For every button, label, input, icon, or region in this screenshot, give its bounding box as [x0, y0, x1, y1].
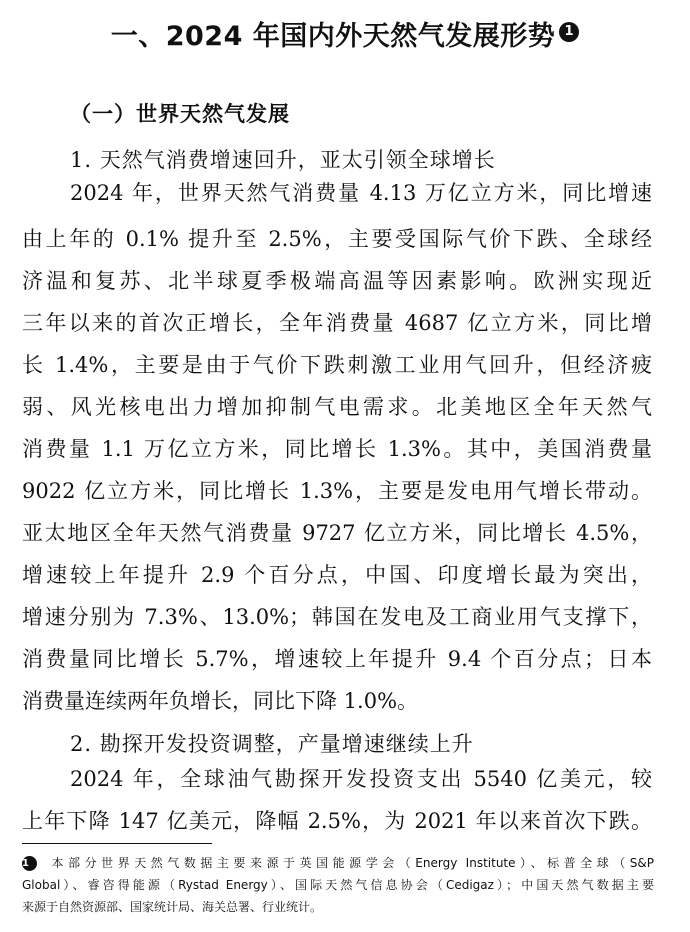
footnote-text: 本部分世界天然气数据主要来源于英国能源学会（Energy Institute）、标普全球（S&P — [47, 856, 654, 870]
section-heading: （一）世界天然气发展 — [70, 101, 290, 126]
paragraph-line: 增速较上年提升 2.9 个百分点，中国、印度增长最为突出， — [22, 563, 652, 587]
paragraph-line: 2024 年，全球油气勘探开发投资支出 5540 亿美元，较 — [70, 767, 652, 791]
footnote-line: 来源于自然资源部、国家统计局、海关总署、行业统计。 — [22, 900, 323, 914]
paragraph-line: 9022 亿立方米，同比增长 1.3%，主要是发电用气增长带动。 — [22, 479, 652, 503]
page-title-text: 一、2024 年国内外天然气发展形势 — [110, 21, 556, 52]
paragraph-line: 2024 年，世界天然气消费量 4.13 万亿立方米，同比增速 — [70, 181, 652, 205]
paragraph-line: 上年下降 147 亿美元，降幅 2.5%，为 2021 年以来首次下跌。 — [22, 809, 652, 833]
paragraph-line: 消费量连续两年负增长，同比下降 1.0%。 — [22, 689, 419, 713]
footnote-reference-marker[interactable]: 1 — [559, 22, 579, 42]
paragraph-line: 消费量同比增长 5.7%，增速较上年提升 9.4 个百分点；日本 — [22, 647, 652, 671]
paragraph-line: 三年以来的首次正增长，全年消费量 4687 亿立方米，同比增 — [22, 311, 652, 335]
paragraph-line: 亚太地区全年天然气消费量 9727 亿立方米，同比增长 4.5%， — [22, 521, 652, 545]
paragraph-line: 长 1.4%，主要是由于气价下跌刺激工业用气回升，但经济疲 — [22, 353, 652, 377]
paragraph-line: 弱、风光核电出力增加抑制气电需求。北美地区全年天然气 — [22, 395, 652, 419]
page-title — [0, 14, 690, 53]
paragraph-line: 增速分别为 7.3%、13.0%；韩国在发电及工商业用气支撑下， — [22, 605, 652, 629]
paragraph-line: 由上年的 0.1% 提升至 2.5%，主要受国际气价下跌、全球经 — [22, 227, 652, 251]
subsection-heading-consumption: 1. 天然气消费增速回升，亚太引领全球增长 — [70, 148, 496, 172]
footnote-divider — [22, 843, 212, 844]
footnote-marker: 1 — [22, 856, 37, 871]
footnote-line: Global）、睿咨得能源（Rystad Energy）、国际天然气信息协会（Cedigaz）；中国天然气数据主要 — [22, 878, 654, 892]
paragraph-line: 消费量 1.1 万亿立方米，同比增长 1.3%。其中，美国消费量 — [22, 437, 652, 461]
footnote-line — [22, 852, 654, 874]
subsection-heading-investment: 2. 勘探开发投资调整，产量增速继续上升 — [70, 732, 474, 756]
paragraph-line: 济温和复苏、北半球夏季极端高温等因素影响。欧洲实现近 — [22, 269, 652, 293]
